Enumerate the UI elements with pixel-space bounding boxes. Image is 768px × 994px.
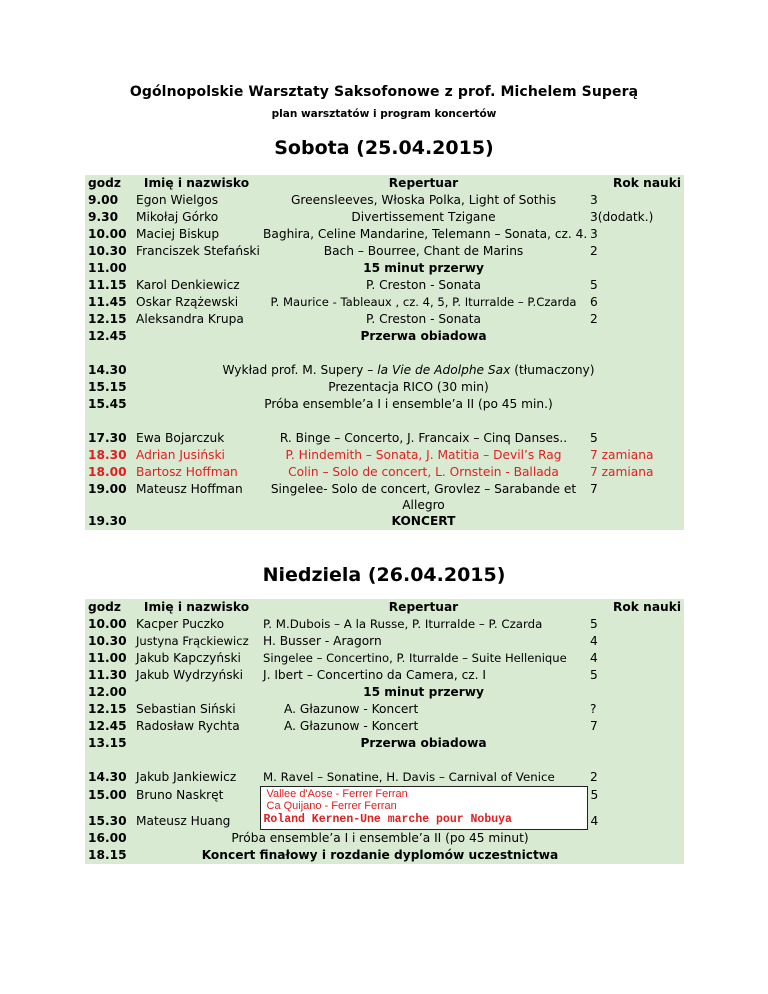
repertoire-line: Ca Quijano - Ferrer Ferran xyxy=(266,800,397,812)
repertoire-cell: Roland Kernen-Une marche pour Nobuya xyxy=(260,813,587,830)
name-cell: Oskar Rzążewski xyxy=(136,295,239,309)
time-cell: 12.45 xyxy=(88,329,127,343)
name-cell: Sebastian Siński xyxy=(136,702,236,716)
table-row xyxy=(85,447,684,464)
time-cell: 14.30 xyxy=(88,363,127,377)
saturday-table xyxy=(85,175,684,530)
time-cell: 10.00 xyxy=(88,227,127,241)
table-row xyxy=(85,718,684,735)
table-row xyxy=(85,396,684,413)
repertoire-cell: P. M.Dubois – A la Russe, P. Iturralde – P. Czarda xyxy=(263,617,543,631)
name-cell xyxy=(133,260,260,277)
year-cell xyxy=(587,328,684,345)
year-cell: 7 zamiana xyxy=(590,448,654,462)
name-cell: Franciszek Stefański xyxy=(136,244,260,258)
year-cell: 2 xyxy=(590,244,598,258)
time-cell: 9.30 xyxy=(88,210,119,224)
col-header-repertoire: Repertuar xyxy=(388,176,459,190)
repertoire-cell: H. Busser - Aragorn xyxy=(263,634,382,648)
spacer-row xyxy=(85,413,684,430)
year-cell: 5 xyxy=(590,668,598,682)
time-cell: 12.15 xyxy=(88,702,127,716)
year-cell: 5 xyxy=(590,617,598,631)
name-cell: Maciej Biskup xyxy=(136,227,220,241)
name-cell: Egon Wielgos xyxy=(136,193,219,207)
time-cell: 16.00 xyxy=(88,830,127,845)
repertoire-cell: Colin – Solo de concert, L. Ornstein - Ballada xyxy=(288,465,559,479)
repertoire-cell: Singelee- Solo de concert, Grovlez – Sarabande et Allegro xyxy=(270,482,577,512)
repertoire-cell: A. Głazunow - Koncert xyxy=(284,719,419,733)
repertoire-cell: Divertissement Tzigane xyxy=(351,210,496,224)
col-header-name: Imię i nazwisko xyxy=(143,600,250,614)
name-cell: Ewa Bojarczuk xyxy=(136,431,225,445)
name-cell xyxy=(133,328,260,345)
repertoire-cell: 15 minut przerwy xyxy=(363,685,484,699)
saturday-title: Sobota (25.04.2015) xyxy=(274,137,494,159)
table-row xyxy=(85,813,684,830)
col-header-time: godz xyxy=(88,176,121,190)
name-cell: Radosław Rychta xyxy=(136,719,240,733)
repertoire-cell xyxy=(260,787,587,813)
table-row xyxy=(85,192,684,209)
name-cell: Mateusz Hoffman xyxy=(136,482,243,496)
table-row xyxy=(85,650,684,667)
repertoire-cell: 15 minut przerwy xyxy=(363,261,484,275)
time-cell: 15.00 xyxy=(88,787,127,802)
table-row xyxy=(85,769,684,787)
repertoire-cell: KONCERT xyxy=(391,514,456,528)
name-cell: Jakub Jankiewicz xyxy=(136,770,237,784)
table-row xyxy=(85,830,684,848)
table-row xyxy=(85,701,684,718)
repertoire-cell: M. Ravel – Sonatine, H. Davis – Carnival of Venice xyxy=(263,770,555,784)
time-cell: 11.15 xyxy=(88,278,127,292)
repertoire-cell: Baghira, Celine Mandarine, Telemann – Sonata, cz. 4. xyxy=(263,227,587,241)
repertoire-cell: Przerwa obiadowa xyxy=(360,329,487,343)
time-cell: 10.00 xyxy=(88,617,127,631)
table-row xyxy=(85,633,684,650)
year-cell: 5 xyxy=(590,278,598,292)
time-cell: 12.00 xyxy=(88,685,127,699)
time-cell: 11.00 xyxy=(88,261,127,275)
spacer-row xyxy=(85,345,684,362)
event-cell: Koncert finałowy i rozdanie dyplomów uczestnictwa xyxy=(201,848,559,862)
repertoire-cell: J. Ibert – Concertino da Camera, cz. I xyxy=(263,668,487,682)
break-row xyxy=(85,260,684,277)
document-title: Ogólnopolskie Warsztaty Saksofonowe z prof. Michelem Superą xyxy=(129,84,639,100)
time-cell: 9.00 xyxy=(88,193,119,207)
name-cell: Karol Denkiewicz xyxy=(136,278,240,292)
year-cell: 5 xyxy=(590,431,598,445)
year-cell: 5 xyxy=(590,787,599,802)
break-row xyxy=(85,735,684,752)
year-cell: 7 xyxy=(590,482,598,496)
repertoire-cell: Przerwa obiadowa xyxy=(360,736,487,750)
table-row xyxy=(85,209,684,226)
time-cell: 18.30 xyxy=(88,448,127,462)
name-cell: Mikołaj Górko xyxy=(136,210,219,224)
break-row xyxy=(85,328,684,345)
time-cell: 19.00 xyxy=(88,482,127,496)
time-cell: 11.00 xyxy=(88,651,127,665)
table-header-row xyxy=(85,175,684,192)
year-cell: 3(dodatk.) xyxy=(590,210,654,224)
table-row xyxy=(85,226,684,243)
break-row xyxy=(85,684,684,701)
concert-row xyxy=(85,513,684,530)
name-cell: Aleksandra Krupa xyxy=(136,312,244,326)
name-cell xyxy=(133,735,260,752)
time-cell: 18.00 xyxy=(88,465,127,479)
year-cell: 7 zamiana xyxy=(590,465,654,479)
table-row xyxy=(85,847,684,864)
name-cell: Mateusz Huang xyxy=(136,813,231,828)
year-cell: 2 xyxy=(590,312,598,326)
col-header-repertoire: Repertuar xyxy=(388,600,459,614)
year-cell: 2 xyxy=(590,770,598,784)
event-cell: Próba ensemble’a I i ensemble’a II (po 45 min.) xyxy=(264,397,553,411)
year-cell: 4 xyxy=(590,634,598,648)
table-row xyxy=(85,243,684,260)
year-cell: 6 xyxy=(590,295,598,309)
table-row xyxy=(85,787,684,813)
time-cell: 15.15 xyxy=(88,380,127,394)
time-cell: 13.15 xyxy=(88,736,127,750)
table-row xyxy=(85,362,684,379)
time-cell: 19.30 xyxy=(88,514,127,528)
repertoire-cell: P. Hindemith – Sonata, J. Matitia – Devil’s Rag xyxy=(285,448,562,462)
table-row xyxy=(85,430,684,447)
event-cell: Prezentacja RICO (30 min) xyxy=(328,380,489,394)
name-cell: Justyna Frąckiewicz xyxy=(136,634,249,648)
table-row xyxy=(85,481,684,513)
year-cell xyxy=(587,684,684,701)
table-row xyxy=(85,294,684,311)
year-cell xyxy=(587,513,684,530)
year-cell: ? xyxy=(590,702,597,716)
year-cell: 7 xyxy=(590,719,598,733)
time-cell: 12.45 xyxy=(88,719,127,733)
name-cell: Kacper Puczko xyxy=(136,617,225,631)
table-row xyxy=(85,277,684,294)
document-subtitle: plan warsztatów i program koncertów xyxy=(271,108,497,120)
repertoire-cell: P. Creston - Sonata xyxy=(365,312,482,326)
year-cell: 4 xyxy=(590,813,599,828)
name-cell: Jakub Wydrzyński xyxy=(136,668,244,682)
time-cell: 10.30 xyxy=(88,634,127,648)
time-cell: 15.45 xyxy=(88,397,127,411)
repertoire-cell: P. Maurice - Tableaux , cz. 4, 5, P. Iturralde – P.Czarda xyxy=(270,295,577,309)
table-row xyxy=(85,379,684,396)
sunday-title: Niedziela (26.04.2015) xyxy=(262,564,506,586)
name-cell xyxy=(133,684,260,701)
repertoire-cell: Singelee – Concertino, P. Iturralde – Suite Hellenique xyxy=(263,651,567,665)
time-cell: 17.30 xyxy=(88,431,127,445)
year-cell: 4 xyxy=(590,651,598,665)
name-cell: Bartosz Hoffman xyxy=(136,465,238,479)
col-header-year: Rok nauki xyxy=(613,176,681,190)
name-cell: Jakub Kapczyński xyxy=(136,651,241,665)
col-header-name: Imię i nazwisko xyxy=(143,176,250,190)
table-row xyxy=(85,311,684,328)
table-header-row xyxy=(85,599,684,616)
col-header-year: Rok nauki xyxy=(613,600,681,614)
name-cell: Adrian Jusiński xyxy=(136,448,225,462)
name-cell xyxy=(133,513,260,530)
event-text-after: (tłumaczony) xyxy=(510,363,595,377)
time-cell: 10.30 xyxy=(88,244,127,258)
table-row xyxy=(85,464,684,481)
year-cell: 3 xyxy=(590,227,598,241)
table-row xyxy=(85,667,684,684)
repertoire-cell: P. Creston - Sonata xyxy=(365,278,482,292)
time-cell: 15.30 xyxy=(88,813,127,828)
repertoire-cell: Bach – Bourree, Chant de Marins xyxy=(323,244,524,258)
year-cell: 3 xyxy=(590,193,598,207)
repertoire-line: Vallee d'Aose - Ferrer Ferran xyxy=(266,788,408,800)
year-cell xyxy=(587,260,684,277)
event-cell xyxy=(133,362,684,379)
year-cell xyxy=(587,735,684,752)
event-text-italic: la Vie de Adolphe Sax xyxy=(377,363,511,377)
spacer-row xyxy=(85,752,684,769)
time-cell: 14.30 xyxy=(88,770,127,784)
table-row xyxy=(85,616,684,633)
event-text: Wykład prof. M. Supery – xyxy=(222,363,378,377)
repertoire-cell: Greensleeves, Włoska Polka, Light of Sothis xyxy=(290,193,557,207)
repertoire-cell: R. Binge – Concerto, J. Francaix – Cinq Danses.. xyxy=(279,431,568,445)
time-cell: 12.15 xyxy=(88,312,127,326)
time-cell: 11.45 xyxy=(88,295,127,309)
repertoire-cell: A. Głazunow - Koncert xyxy=(284,702,419,716)
name-cell: Bruno Naskręt xyxy=(136,787,224,802)
time-cell: 18.15 xyxy=(88,848,127,862)
sunday-table xyxy=(85,599,684,864)
time-cell: 11.30 xyxy=(88,668,127,682)
col-header-time: godz xyxy=(88,600,121,614)
event-cell: Próba ensemble’a I i ensemble’a II (po 45 minut) xyxy=(231,831,529,845)
